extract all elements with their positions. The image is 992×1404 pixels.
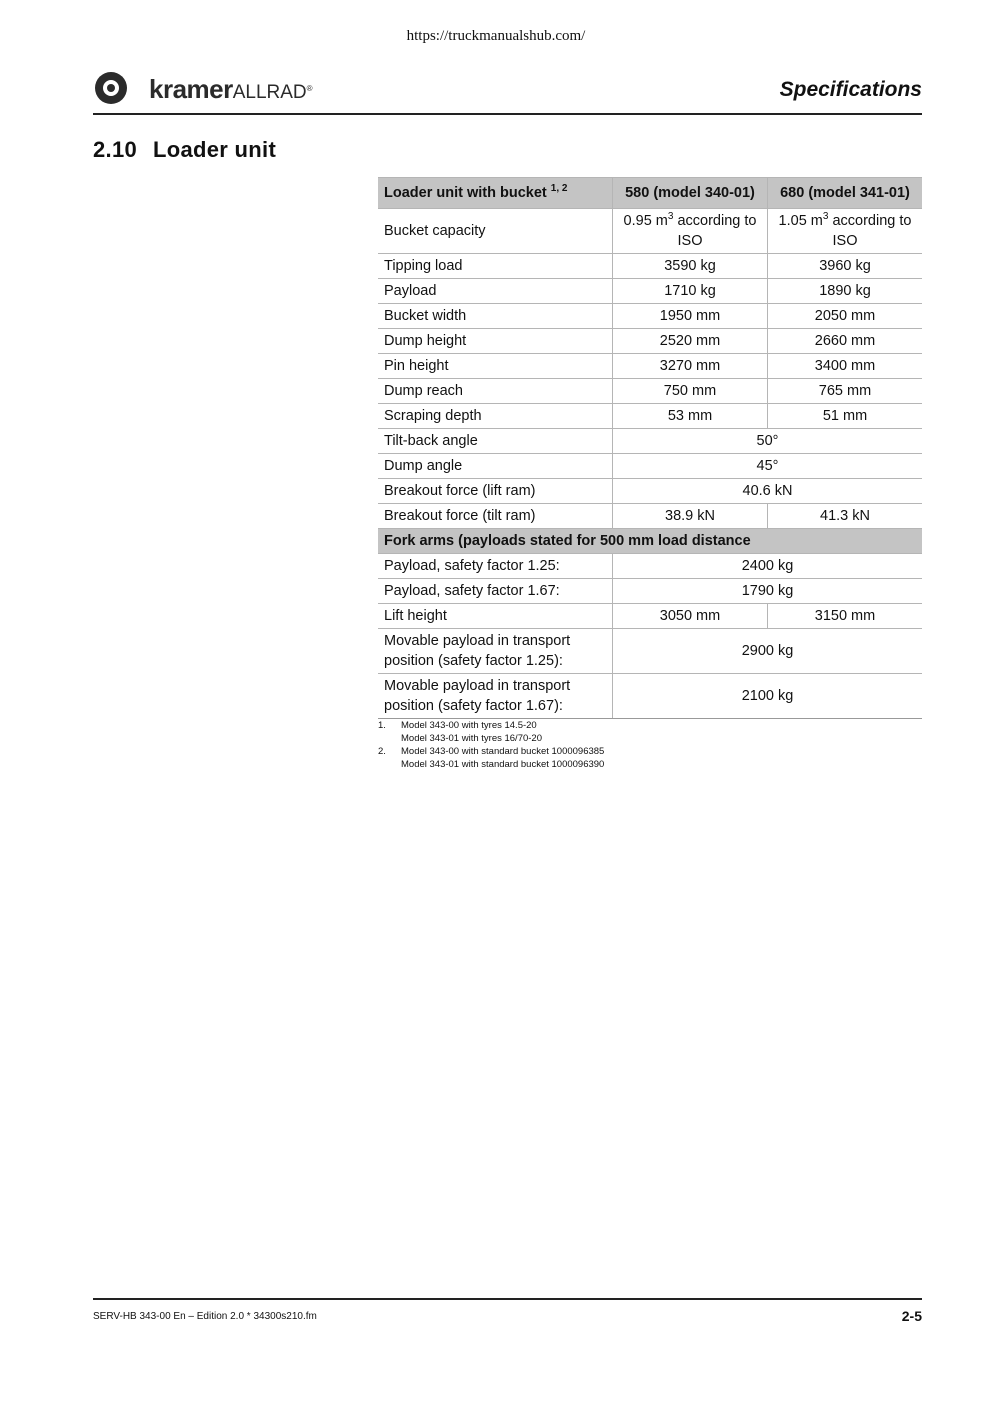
row-value-both: 45°: [613, 454, 923, 479]
table-row: [378, 254, 922, 279]
table-row: [378, 454, 922, 479]
row-label: Pin height: [378, 354, 613, 379]
row-label: Dump reach: [378, 379, 613, 404]
header-col-580: 580 (model 340-01): [613, 178, 768, 209]
footnote-number: 1.: [378, 720, 386, 731]
row-value-580: 53 mm: [613, 404, 768, 429]
row-label: Payload, safety factor 1.25:: [378, 554, 613, 579]
section-title: Loader unit: [153, 137, 277, 162]
row-value-680: 51 mm: [768, 404, 923, 429]
brand-logo-text: [149, 74, 312, 108]
footnotes: [378, 719, 604, 771]
footnote-item: [378, 719, 604, 745]
row-value-580: 2520 mm: [613, 329, 768, 354]
row-value-580: 750 mm: [613, 379, 768, 404]
row-value-680: 1.05 $m^3$ according to ISO: [768, 209, 923, 254]
header-label: Loader unit with bucket $^{1, 2}$: [378, 178, 613, 209]
table-row: [378, 629, 922, 674]
page-number: 2-5: [901, 1308, 922, 1324]
row-value-both: 50°: [613, 429, 923, 454]
row-label: Payload, safety factor 1.67:: [378, 579, 613, 604]
document-reference: SERV-HB 343-00 En – Edition 2.0 * 34300s210.fm: [93, 1311, 317, 1322]
row-label: Movable payload in transport position (safety factor 1.25):: [378, 629, 613, 674]
table-row: [378, 304, 922, 329]
section-heading: Specifications: [779, 78, 922, 101]
fork-arms-header-row: [378, 529, 922, 554]
section-number: 2.10: [93, 137, 138, 162]
brand-name: kramer: [149, 74, 233, 104]
brand-suffix: ALLRAD: [232, 82, 307, 103]
page-header: [93, 70, 922, 115]
row-label: Scraping depth: [378, 404, 613, 429]
row-value-680: 2050 mm: [768, 304, 923, 329]
registered-mark: ®: [306, 84, 313, 93]
table-row: [378, 579, 922, 604]
row-value-580: 1950 mm: [613, 304, 768, 329]
footnote-line: Model 343-00 with tyres 14.5-20: [401, 720, 537, 731]
row-value-both: 2900 kg: [613, 629, 923, 674]
table-row: [378, 674, 922, 719]
footnote-line: Model 343-01 with tyres 16/70-20: [401, 733, 542, 744]
row-value-680: 2660 mm: [768, 329, 923, 354]
table-row: [378, 329, 922, 354]
row-value-both: 2400 kg: [613, 554, 923, 579]
header-col-680: 680 (model 341-01): [768, 178, 923, 209]
row-value-580: 0.95 $m^3$ according to ISO: [613, 209, 768, 254]
footnote-ref: 1, 2: [550, 183, 568, 195]
row-label: Bucket capacity: [378, 209, 613, 254]
row-value-both: 1790 kg: [613, 579, 923, 604]
row-value-both: 40.6 kN: [613, 479, 923, 504]
row-value-580: 3270 mm: [613, 354, 768, 379]
table-row: [378, 429, 922, 454]
row-value-both: 2100 kg: [613, 674, 923, 719]
loader-spec-table: [378, 177, 922, 719]
row-label: Tilt-back angle: [378, 429, 613, 454]
row-label: Dump angle: [378, 454, 613, 479]
table-row: [378, 279, 922, 304]
table-row: [378, 504, 922, 529]
table-row: [378, 554, 922, 579]
row-label: Dump height: [378, 329, 613, 354]
table-row: [378, 379, 922, 404]
row-label: Bucket width: [378, 304, 613, 329]
row-value-680: 3150 mm: [768, 604, 923, 629]
footnote-number: 2.: [378, 746, 386, 757]
row-value-580: 1710 kg: [613, 279, 768, 304]
row-value-580: 3590 kg: [613, 254, 768, 279]
table-row: [378, 479, 922, 504]
page-footer: [93, 1298, 922, 1324]
row-value-580: 38.9 kN: [613, 504, 768, 529]
table-row: [378, 604, 922, 629]
row-value-680: 3400 mm: [768, 354, 923, 379]
row-value-680: 3960 kg: [768, 254, 923, 279]
row-label: Tipping load: [378, 254, 613, 279]
table-header-row: [378, 178, 922, 209]
table-row: [378, 209, 922, 254]
fork-arms-heading: Fork arms (payloads stated for 500 mm load distance: [378, 529, 922, 554]
footnote-line: Model 343-01 with standard bucket 1000096390: [401, 759, 605, 770]
row-label: Breakout force (lift ram): [378, 479, 613, 504]
row-label: Lift height: [378, 604, 613, 629]
row-label: Breakout force (tilt ram): [378, 504, 613, 529]
table-row: [378, 354, 922, 379]
source-url[interactable]: https://truckmanualshub.com/: [406, 28, 586, 44]
kramer-logo-icon: [95, 72, 127, 104]
page-title: [93, 137, 276, 163]
row-label: Payload: [378, 279, 613, 304]
footnote-line: Model 343-00 with standard bucket 1000096385: [401, 746, 605, 757]
footnote-item: [378, 745, 604, 771]
row-value-680: 1890 kg: [768, 279, 923, 304]
row-value-680: 765 mm: [768, 379, 923, 404]
row-label: Movable payload in transport position (safety factor 1.67):: [378, 674, 613, 719]
table-row: [378, 404, 922, 429]
row-value-580: 3050 mm: [613, 604, 768, 629]
row-value-680: 41.3 kN: [768, 504, 923, 529]
